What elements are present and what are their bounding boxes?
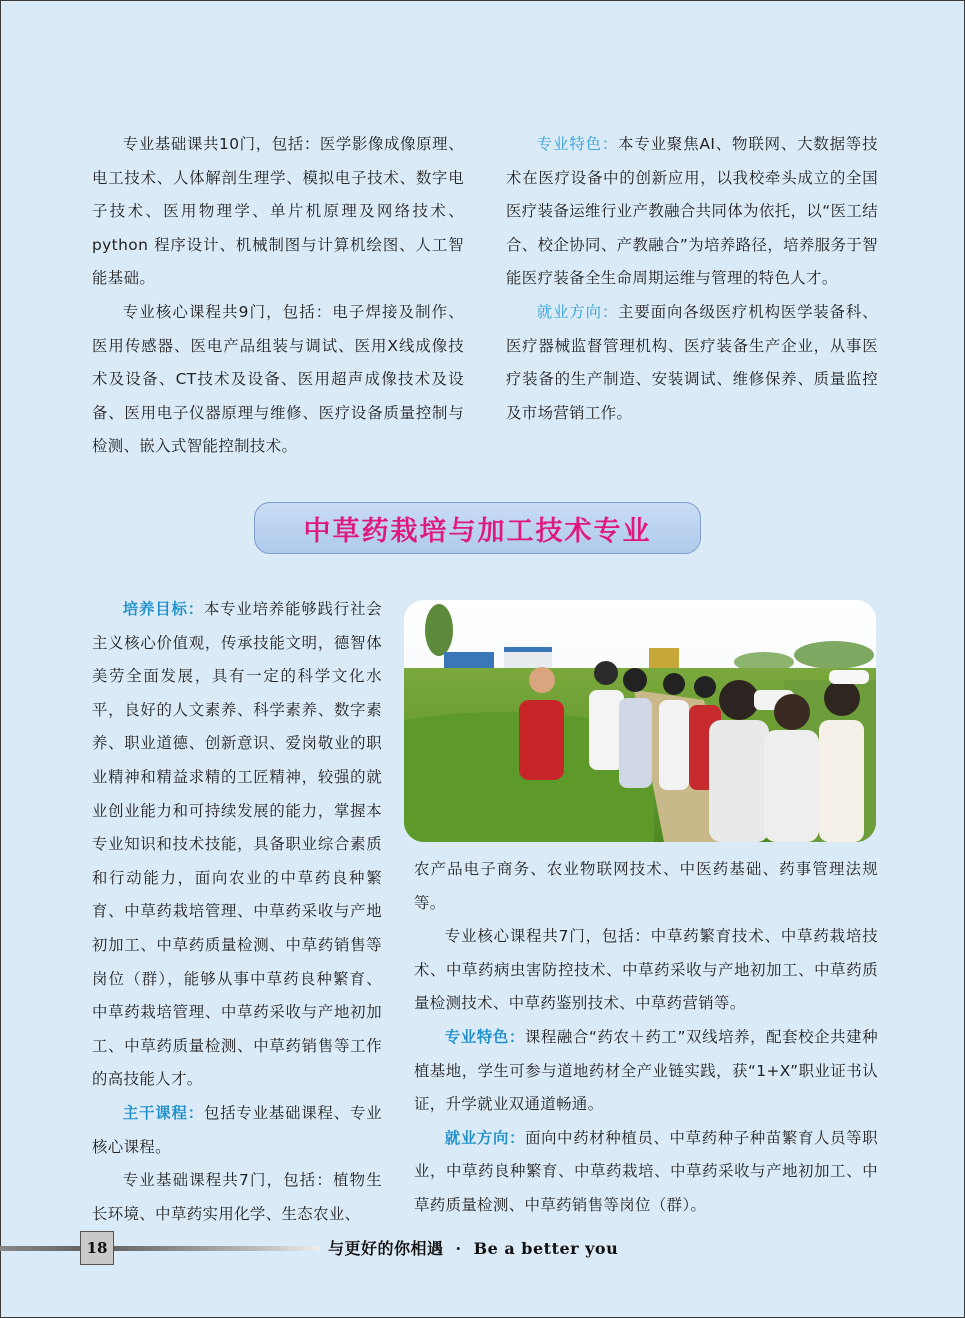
slogan-english: Be a better you	[473, 1239, 619, 1258]
feature-text-2: 课程融合“药农＋药工”双线培养，配套校企共建种植基地，学生可参与道地药材全产业链实践，获“1+X”职业证书认证，升学就业双通道畅通。	[414, 1027, 878, 1114]
career-paragraph	[506, 296, 878, 430]
feature-label: 专业特色：	[536, 135, 619, 153]
mid-left-column	[92, 593, 382, 1231]
field-photo-illustration	[404, 600, 876, 842]
basic-course-continued: 农产品电子商务、农业物联网技术、中医药基础、药事管理法规等。	[414, 860, 878, 912]
section-title-banner	[254, 502, 701, 554]
main-course-label: 主干课程：	[122, 1103, 204, 1122]
basic-course-paragraph: 专业基础课程共7门，包括：植物生长环境、中草药实用化学、生态农业、	[92, 1171, 382, 1223]
slogan-chinese: 与更好的你相遇	[328, 1239, 444, 1258]
feature-paragraph	[506, 128, 878, 296]
feature-label-2: 专业特色：	[444, 1027, 525, 1046]
goal-text: 本专业培养能够践行社会主义核心价值观，传承技能文明，德智体美劳全面发展，具有一定的科学文化水平，良好的人文素养、科学素养、数字素养、职业道德、创新意识、爱岗敬业的职业精神和精益求精的工匠精神，较强的就业创业能力和可持续发展的能力，掌握本专业知识和技术技能，具备职业综合素质和行动能力，面向农业的中草药良种繁育、中草药栽培管理、中草药采收与产地初加工、中草药质量检测、中草药销售等岗位（群），能够从事中草药良种繁育、中草药栽培管理、中草药采收与产地初加工、中草药质量检测、中草药销售等工作的高技能人才。	[92, 600, 382, 1089]
career-text: 主要面向各级医疗机构医学装备科、医疗器械监督管理机构、医疗装备生产企业，从事医疗装备的生产制造、安装调试、维修保养、质量监控及市场营销工作。	[506, 302, 878, 422]
section-title: 中草药栽培与加工技术专业	[303, 515, 652, 547]
career-text-2: 面向中药材种植员、中草药种子种苗繁育人员等职业，中草药良种繁育、中草药栽培、中草药采收与产地初加工、中草药质量检测、中草药销售等岗位（群）。	[414, 1128, 878, 1214]
basic-courses-paragraph: 专业基础课共10门，包括：医学影像成像原理、电工技术、人体解剖生理学、模拟电子技术、数字电子技术、医用物理学、单片机原理及网络技术、python 程序设计、机械制图与计算机绘图、人工智能基础。	[92, 135, 464, 288]
main-course-paragraph	[92, 1097, 382, 1164]
career-label-2: 就业方向：	[444, 1128, 526, 1147]
footer-slogan	[328, 1236, 618, 1262]
footer-rule-left	[0, 1246, 80, 1251]
mid-right-column	[414, 853, 878, 1223]
goal-paragraph	[92, 593, 382, 1097]
career-label: 就业方向：	[536, 302, 619, 321]
feature-paragraph-2	[414, 1021, 878, 1122]
page-number: 18	[80, 1231, 114, 1265]
main-course-text: 包括专业基础课程、专业核心课程。	[92, 1103, 382, 1156]
goal-label: 培养目标：	[122, 600, 204, 618]
footer-rule-right	[114, 1246, 320, 1251]
career-paragraph-2	[414, 1122, 878, 1223]
core-courses-paragraph: 专业核心课程共9门，包括：电子焊接及制作、医用传感器、医电产品组装与调试、医用X线成像技术及设备、CT技术及设备、医用超声成像技术及设备、医用电子仪器原理与维修、医疗设备质量控制与检测、嵌入式智能控制技术。	[92, 302, 464, 456]
feature-text: 本专业聚焦AI、物联网、大数据等技术在医疗设备中的创新应用，以我校牵头成立的全国医疗装备运维行业产教融合共同体为依托，以“医工结合、校企协同、产教融合”为培养路径，培养服务于智能医疗装备全生命周期运维与管理的特色人才。	[506, 135, 878, 288]
field-class-photo	[404, 600, 876, 842]
slogan-separator: ·	[455, 1239, 462, 1258]
core-course-paragraph: 专业核心课程共7门，包括：中草药繁育技术、中草药栽培技术、中草药病虫害防控技术、中草药采收与产地初加工、中草药质量检测技术、中草药鉴别技术、中草药营销等。	[414, 927, 878, 1013]
top-right-column	[506, 128, 878, 430]
top-left-column	[92, 128, 464, 464]
